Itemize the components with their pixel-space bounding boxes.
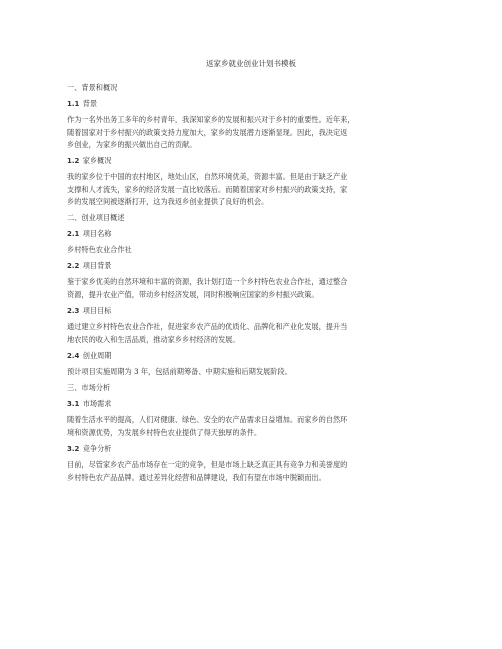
paragraph-line: 乡村特色农业合作社 <box>67 245 132 254</box>
paragraph-line: 乡创业，为家乡的振兴做出自己的贡献。 <box>67 140 197 149</box>
paragraph-line: 预计项目实施周期为 3 年，包括前期筹备、中期实施和后期发展阶段。 <box>67 367 292 376</box>
paragraph-line: 地农民的收入和生活品质，推动家乡乡村经济的发展。 <box>67 334 240 344</box>
subsection-number: 2.2 <box>67 262 80 270</box>
paragraph-project-background <box>67 276 435 301</box>
subsection-heading-3-2 <box>67 443 435 456</box>
subsection-heading-2-1 <box>67 228 435 241</box>
subsection-number: 1.2 <box>67 157 80 165</box>
paragraph-line: 支撑和人才流失，家乡的经济发展一直比较落后。而随着国家对乡村振兴的政策支持，家 <box>67 184 348 194</box>
subsection-number: 3.2 <box>67 445 80 453</box>
subsection-number: 2.1 <box>67 230 80 238</box>
paragraph-line: 通过建立乡村特色农业合作社，促进家乡农产品的优质化、品牌化和产业化发展，提升当 <box>67 322 348 331</box>
subsection-label: 家乡概况 <box>82 156 112 165</box>
paragraph-line: 乡的发展空间被逐渐打开，这为我返乡创业提供了良好的机会。 <box>67 197 269 206</box>
paragraph-competition-analysis <box>67 459 435 484</box>
subsection-label: 项目目标 <box>82 306 112 315</box>
subsection-heading-2-4 <box>67 350 435 363</box>
subsection-heading-2-2 <box>67 260 435 273</box>
paragraph-line: 随着生活水平的提高，人们对健康、绿色、安全的农产品需求日益增加。而家乡的自然环 <box>67 415 348 424</box>
paragraph-line: 鉴于家乡优美的自然环境和丰富的资源，我计划打造一个乡村特色农业合作社，通过整合 <box>67 277 348 286</box>
subsection-label: 市场需求 <box>82 399 112 408</box>
paragraph-line: 乡村特色农产品品牌。通过差异化经营和品牌建设，我们有望在市场中脱颖而出。 <box>67 472 326 482</box>
subsection-label: 项目名称 <box>82 229 112 238</box>
paragraph-line: 作为一名外出务工多年的乡村青年，我深知家乡的发展和振兴对于乡村的重要性。近年来， <box>67 115 355 124</box>
paragraph-background <box>67 114 435 152</box>
paragraph-line: 目前，尽管家乡农产品市场存在一定的竞争，但是市场上缺乏真正具有竞争力和美誉度的 <box>67 460 348 469</box>
section-heading-background: 一、背景和概况 <box>67 83 118 92</box>
paragraph-line: 境和资源优势，为发展乡村特色农业提供了得天独厚的条件。 <box>67 427 262 437</box>
paragraph-project-goal <box>67 321 435 346</box>
section-heading-project-overview: 二、创业项目概述 <box>67 213 125 222</box>
subsection-heading-3-1 <box>67 398 435 411</box>
subsection-label: 背景 <box>82 99 98 108</box>
subsection-label: 竞争分析 <box>82 444 112 453</box>
paragraph-line: 资源，提升农业产值，带动乡村经济发展，同时积极响应国家的乡村振兴政策。 <box>67 289 319 299</box>
subsection-number: 1.1 <box>67 100 80 108</box>
subsection-heading-1-1 <box>67 98 435 111</box>
paragraph-hometown-overview <box>67 171 435 209</box>
paragraph-startup-cycle <box>67 366 435 379</box>
subsection-number: 2.3 <box>67 307 80 315</box>
subsection-number: 3.1 <box>67 400 80 408</box>
paragraph-line: 随着国家对于乡村振兴的政策支持力度加大，家乡的发展潜力逐渐显现。因此，我决定返 <box>67 127 348 137</box>
paragraph-project-name <box>67 244 435 257</box>
subsection-label: 项目背景 <box>82 261 112 270</box>
section-heading-market-analysis: 三、市场分析 <box>67 383 111 392</box>
subsection-heading-2-3 <box>67 305 435 318</box>
paragraph-market-demand <box>67 414 435 439</box>
paragraph-line: 我的家乡位于中国的农村地区，地处山区，自然环境优美，资源丰富。但是由于缺乏产业 <box>67 172 348 181</box>
document-title: 返家乡就业创业计划书模板 <box>206 59 296 68</box>
subsection-label: 创业周期 <box>82 351 112 360</box>
subsection-number: 2.4 <box>67 352 80 360</box>
subsection-heading-1-2 <box>67 155 435 168</box>
